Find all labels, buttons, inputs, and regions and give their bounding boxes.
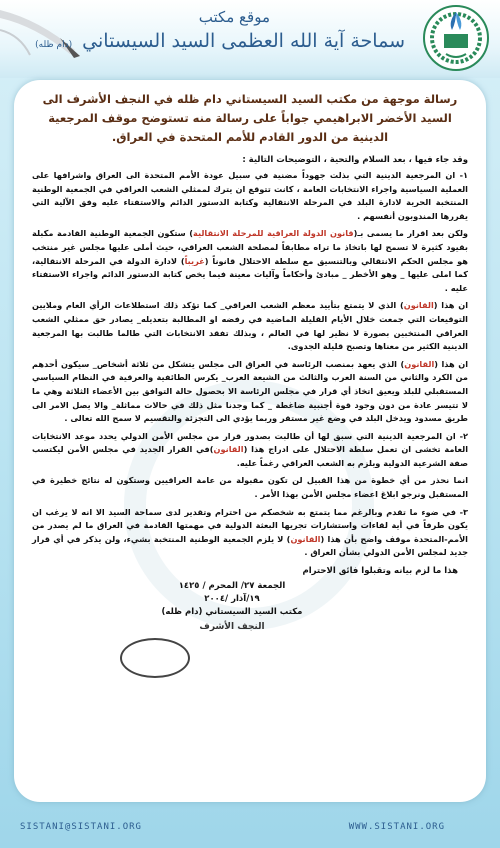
stamp-label: النجف الأشرف	[199, 622, 265, 633]
p2-highlight-strange: غريباً	[184, 255, 205, 266]
site-title-text: سماحة آية الله العظمى السيد السيستاني	[82, 30, 405, 52]
signature-block	[152, 580, 312, 634]
paragraph-1: ١- ان المرجعية الدينية التي بذلت جهوداً مضنية في سبيل عودة الأمم المتحدة الى العراق واشرافها على العملية السياسية واجراء الانتخابات العامة ، كانت تتوقع ان يترك لممثلي الشعب العراقي في الجمعية الوطنية المنتخبة الحرية لادارة البلد في المرحلة الانتقالية وكتابة الدستور الدائم والاستفتاء عليه وفق الآلية التي يقررها المندوبون أنفسهم .	[32, 170, 468, 221]
date-gregorian: ١٩/آذار /٢٠٠٤	[204, 594, 260, 605]
p5-text-b: )في القرار الجديد في مجلس الأمن ليكتسب صفة الشرعية الدولية ويلزم به الشعب العراقي رغماً عليه.	[32, 444, 468, 468]
site-label: موقع مكتب	[198, 8, 270, 26]
paragraph-2	[32, 227, 468, 295]
site-header	[0, 0, 500, 78]
p3-text-b: ) الذي لا يتمتع بتأييد معظم الشعب العراقي_ كما تؤكد ذلك استطلاعات الرأي العام وملايين التوقيعات التي جمعت خلال الأيام القليلة الماضية في رفضه او المطالبة بتعديله_ يصادر حق ممثلي الشعب العراقي المنتخبين بصورة لا نظير لها في العالم ، وبذلك تفقد الانتخابات التي طالما طالبت بها المرجعية الدينية الكثير من معناها وتصبح قليلة الجدوى.	[32, 300, 468, 352]
p2-text-b: ) ستكون الجمعية الوطنية القادمة مكبلة بقيود كثيرة لا تسمح لها باتخاذ ما تراه مطابقاً لمصلحة الشعب العراقي، حيث أملى عليها مجلس غير منتخب هو مجلس الحكم الانتقالي وبالتنسيق مع سلطة الاحتلال قانوناً (	[32, 228, 468, 266]
p7-text-b: ) لا يلزم الجمعية الوطنية المنتخبة بشيء، ولن يذكر في أي قرار جديد لمجلس الأمن الدولي بشأن العراق .	[32, 533, 468, 558]
paragraph-4	[32, 358, 468, 426]
paragraph-3	[32, 299, 468, 353]
office-stamp-icon	[120, 638, 190, 678]
site-title-suffix: (دام ظله)	[35, 40, 73, 50]
greeting: وقد جاء فيها ، بعد السلام والتحية ، التوضيحات التالية :	[242, 155, 468, 165]
p4-text-b: ) الذي يعهد بمنصب الرئاسة في العراق الى مجلس يتشكل من ثلاثة أشخاص_ سيكون أحدهم من الكرد والثاني من السنة العرب والثالث من الشيعة العرب_ يكرس الطائفية والعرقية في النظام السياسي المستقبلي للبلد ويعيق اتخاذ أي قرار في مجلس الرئاسة الا بحصول حالة التوافق بين الأعضاء الثلاثة وهي ما لا تتيسر عادة من دون وجود قوة أجنبية ضاغطة _ كما وجدنا مثل ذلك في حالات مماثلة_ والا يصل الامر الى طريق مسدود ويدخل البلد في وضع غير مستقر وربما يؤدي الى التجزئة والتقسيم لا سمح الله تعالى .	[32, 358, 468, 424]
p4-text-a: ان هذا (	[434, 358, 468, 369]
paragraph-5	[32, 430, 468, 471]
p3-text-a: ان هذا (	[433, 300, 469, 311]
site-title	[35, 30, 405, 52]
letter-title: رسالة موجهة من مكتب السيد السيستاني دام ظله في النجف الأشرف الى السيد الأخضر الابراهيمي جواباً على رسالة منه تستوضح موقف المرجعية الدينية من الدور القادم للأمم المتحدة في العراق.	[42, 92, 458, 144]
date-hijri: الجمعة ٢٧/ المحرم / ١٤٢٥	[178, 581, 286, 592]
paragraph-7	[32, 506, 468, 560]
footer-website-link[interactable]: WWW.SISTANI.ORG	[348, 822, 445, 832]
p7-text-a: ٣- في ضوء ما تقدم وبالرغم مما يتمتع به شخصكم من احترام وتقدير لدى سماحة السيد الا انه لا يرغب ان يكون طرفاً في أية لقاءات واستشارات تجريها البعثة الدولية في مهمتها القادمة في العراق ما لم يصدر من الأمم-المتحدة موقف واضح بأن هذا (	[32, 506, 468, 544]
letter-content	[32, 90, 468, 676]
paragraph-6: انما نحذر من أي خطوة من هذا القبيل لن تكون مقبولة من عامة العراقيين وستكون له نتائج خطيرة في المستقبل ونرجو ابلاغ اعضاء مجلس الأمن بهذا الأمر .	[32, 475, 468, 500]
sistani-logo-icon[interactable]	[422, 4, 490, 72]
p7-highlight-law: القانون	[290, 533, 321, 544]
p2-text-a: ولكن بعد اقرار ما يسمى بـ(	[353, 228, 468, 239]
closing-line: هذا ما لزم بيانه وتقبلوا فائق الاحترام	[302, 566, 458, 577]
signatory: مكتب السيد السيستاني (دام ظله)	[161, 607, 303, 618]
p2-text-c: ) لادارة الدولة في المرحلة الانتقالية، كما املى عليها _ وهو الأخطر _ مبادئ وأحكاماً وآليات معينة فيما يخص كتابة الدستور الدائم واجراء الاستفتاء عليه .	[32, 255, 468, 293]
letter-paper	[14, 80, 486, 802]
signature-area	[32, 566, 468, 676]
p4-highlight-law: القانون	[404, 358, 435, 369]
footer-email-link[interactable]: SISTANI@SISTANI.ORG	[20, 822, 142, 832]
p5-highlight-law: القانون	[213, 444, 244, 455]
p5-text-a: ٢- ان المرجعية الدينية التي سبق لها أن طالبت بصدور قرار من مجلس الأمن الدولي يحدد موعد الانتخابات العامة تخشى ان تعمل سلطة الاحتلال على ادراج هذا (	[32, 430, 468, 455]
p3-highlight-law: القانون	[403, 300, 434, 311]
p2-highlight-law-name: قانون الدولة العراقية للمرحلة الانتقالية	[193, 228, 354, 239]
